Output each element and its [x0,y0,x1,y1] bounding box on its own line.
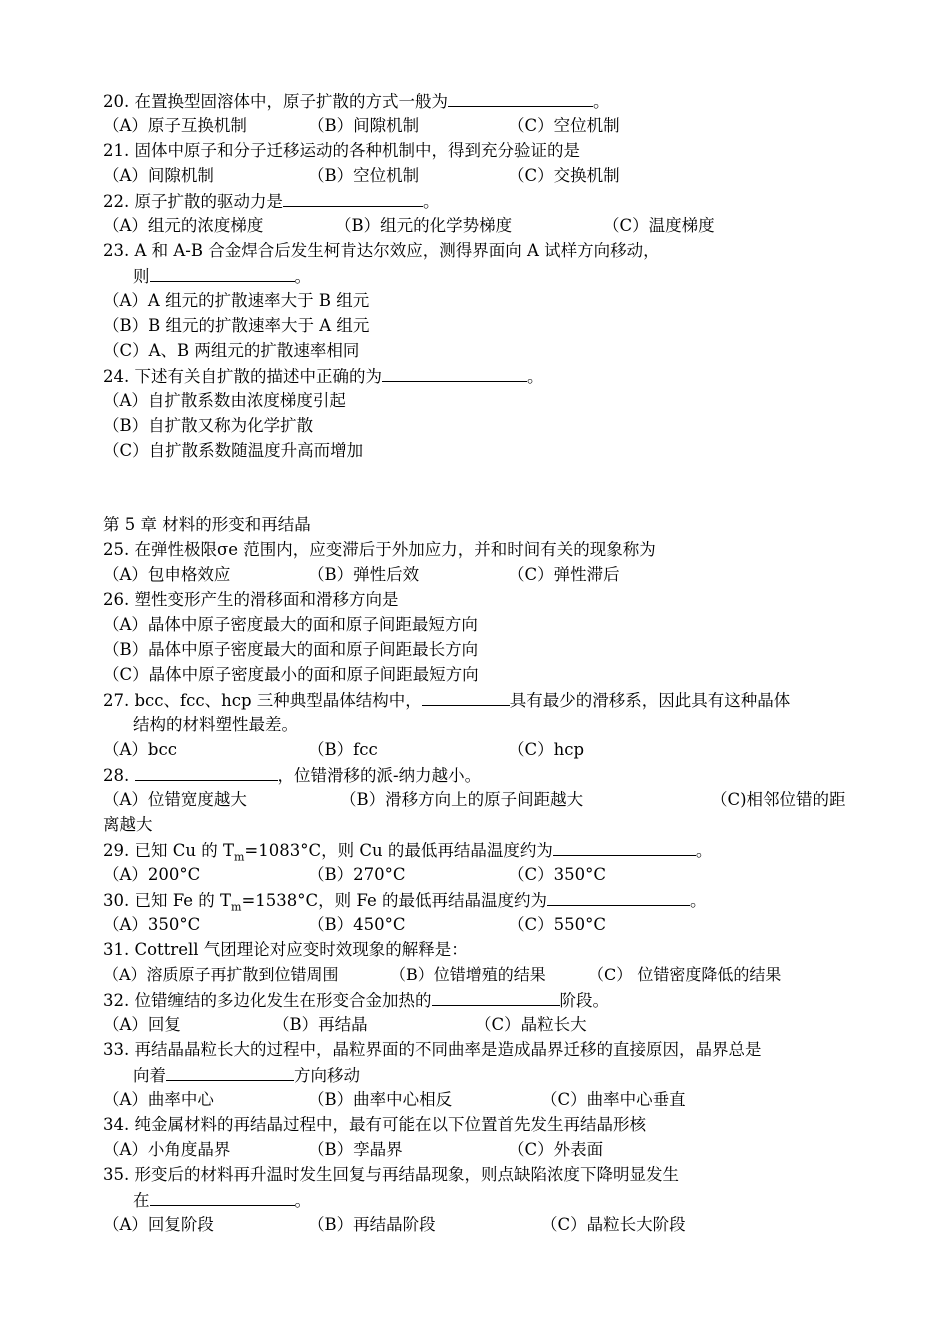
q32-option-a: （A）回复 [103,1015,181,1034]
q21-stem: 21. 固体中原子和分子迁移运动的各种机制中，得到充分验证的是 [103,141,580,160]
q34-stem: 34. 纯金属材料的再结晶过程中，最有可能在以下位置首先发生再结晶形核 [103,1115,646,1134]
q30-option-c: （C）550°C [508,915,606,934]
q31-option-c: （C） 位错密度降低的结果 [588,965,782,984]
q30-option-a: （A）350°C [103,915,201,934]
answer-blank [432,989,560,1006]
answer-blank [553,839,696,856]
q20-stem: 20. 在置换型固溶体中，原子扩散的方式一般为 。 [103,92,610,111]
q29-stem: 29. 已知 Cu 的 $T_m=1083^\circ C$，则 Cu 的最低再结晶温度约为 。 [103,841,713,864]
q31-stem: 31. Cottrell 气团理论对应变时效现象的解释是： [103,940,468,959]
q28-option-c-line2: 离越大 [103,815,153,834]
answer-blank [150,265,295,282]
q29-option-c: （C）350°C [508,865,606,884]
q27-stem-line2: 结构的材料塑性最差。 [133,715,298,734]
q22-option-b: （B）组元的化学势梯度 [335,216,513,235]
q32-option-c: （C）晶粒长大 [475,1015,587,1034]
q22-option-c: （C）温度梯度 [603,216,715,235]
q24-option-c: （C）自扩散系数随温度升高而增加 [103,441,364,460]
q34-option-c: （C）外表面 [508,1140,604,1159]
answer-blank [166,1064,294,1081]
q22-stem: 22. 原子扩散的驱动力是 。 [103,192,440,211]
answer-blank [382,365,527,382]
q31-option-b: （B）位错增殖的结果 [390,965,546,984]
q21-option-c: （C）交换机制 [508,166,620,185]
q28-option-c: （C)相邻位错的距 [711,790,846,809]
q35-option-a: （A）回复阶段 [103,1215,214,1234]
q28-option-b: （B）滑移方向上的原子间距越大 [340,790,584,809]
q32-option-b: （B）再结晶 [273,1015,368,1034]
q27-option-c: （C）hcp [508,740,585,759]
q23-option-b: （B）B 组元的扩散速率大于 A 组元 [103,316,370,335]
answer-blank [422,689,510,706]
q26-stem: 26. 塑性变形产生的滑移面和滑移方向是 [103,590,399,609]
q21-option-b: （B）空位机制 [308,166,420,185]
q27-option-a: （A）bcc [103,740,177,759]
q33-option-c: （C）曲率中心垂直 [541,1090,686,1109]
q35-option-c: （C）晶粒长大阶段 [541,1215,686,1234]
q20-option-b: （B）间隙机制 [308,116,420,135]
q25-option-a: （A）包申格效应 [103,565,231,584]
q29-option-a: （A）200°C [103,865,201,884]
q27-stem: 27. bcc、fcc、hcp 三种典型晶体结构中， 具有最少的滑移系，因此具有这种晶体 [103,691,791,710]
q24-stem: 24. 下述有关自扩散的描述中正确的为 。 [103,367,544,386]
q29-option-b: （B）270°C [308,865,406,884]
q23-stem: 23. A 和 A-B 合金焊合后发生柯肯达尔效应，测得界面向 A 试样方向移动， [103,241,660,260]
q30-stem: 30. 已知 Fe 的 $T_m=1538^\circ C$，则 Fe 的最低再结晶温度约为 。 [103,891,707,914]
q25-option-c: （C）弹性滞后 [508,565,620,584]
chapter-heading: 第 5 章 材料的形变和再结晶 [103,515,311,534]
q23-stem-line2: 则 。 [133,267,311,286]
answer-blank [547,889,690,906]
q24-option-b: （B）自扩散又称为化学扩散 [103,416,314,435]
q33-stem: 33. 再结晶晶粒长大的过程中，晶粒界面的不同曲率是造成晶界迁移的直接原因，晶界总是 [103,1040,762,1059]
q26-option-a: （A）晶体中原子密度最大的面和原子间距最短方向 [103,615,478,634]
q33-option-b: （B）曲率中心相反 [308,1090,453,1109]
q26-option-c: （C）晶体中原子密度最小的面和原子间距最短方向 [103,665,479,684]
q20-option-c: （C）空位机制 [508,116,620,135]
q21-option-a: （A）间隙机制 [103,166,214,185]
q23-option-c: （C）A、B 两组元的扩散速率相同 [103,341,360,360]
q27-option-b: （B）fcc [308,740,378,759]
q35-stem: 35. 形变后的材料再升温时发生回复与再结晶现象，则点缺陷浓度下降明显发生 [103,1165,679,1184]
answer-blank [448,90,593,107]
q24-option-a: （A）自扩散系数由浓度梯度引起 [103,391,346,410]
q34-option-b: （B）孪晶界 [308,1140,403,1159]
answer-blank [283,190,423,207]
q34-option-a: （A）小角度晶界 [103,1140,231,1159]
answer-blank [150,1189,295,1206]
q25-option-b: （B）弹性后效 [308,565,420,584]
q33-stem-line2: 向着 方向移动 [133,1066,360,1085]
q26-option-b: （B）晶体中原子密度最大的面和原子间距最长方向 [103,640,479,659]
q22-option-a: （A）组元的浓度梯度 [103,216,264,235]
q35-stem-line2: 在 。 [133,1191,311,1210]
q33-option-a: （A）曲率中心 [103,1090,214,1109]
q28-option-a: （A）位错宽度越大 [103,790,247,809]
q20-option-a: （A）原子互换机制 [103,116,247,135]
q23-option-a: （A）A 组元的扩散速率大于 B 组元 [103,291,370,310]
q30-option-b: （B）450°C [308,915,406,934]
q32-stem: 32. 位错缠结的多边化发生在形变合金加热的 阶段。 [103,991,609,1010]
q35-option-b: （B）再结晶阶段 [308,1215,436,1234]
q25-stem: 25. 在弹性极限σe 范围内，应变滞后于外加应力，并和时间有关的现象称为 [103,540,656,559]
q28-stem: 28. ，位错滑移的派-纳力越小。 [103,766,482,785]
answer-blank [135,764,278,781]
q31-option-a: （A）溶质原子再扩散到位错周围 [103,965,339,984]
